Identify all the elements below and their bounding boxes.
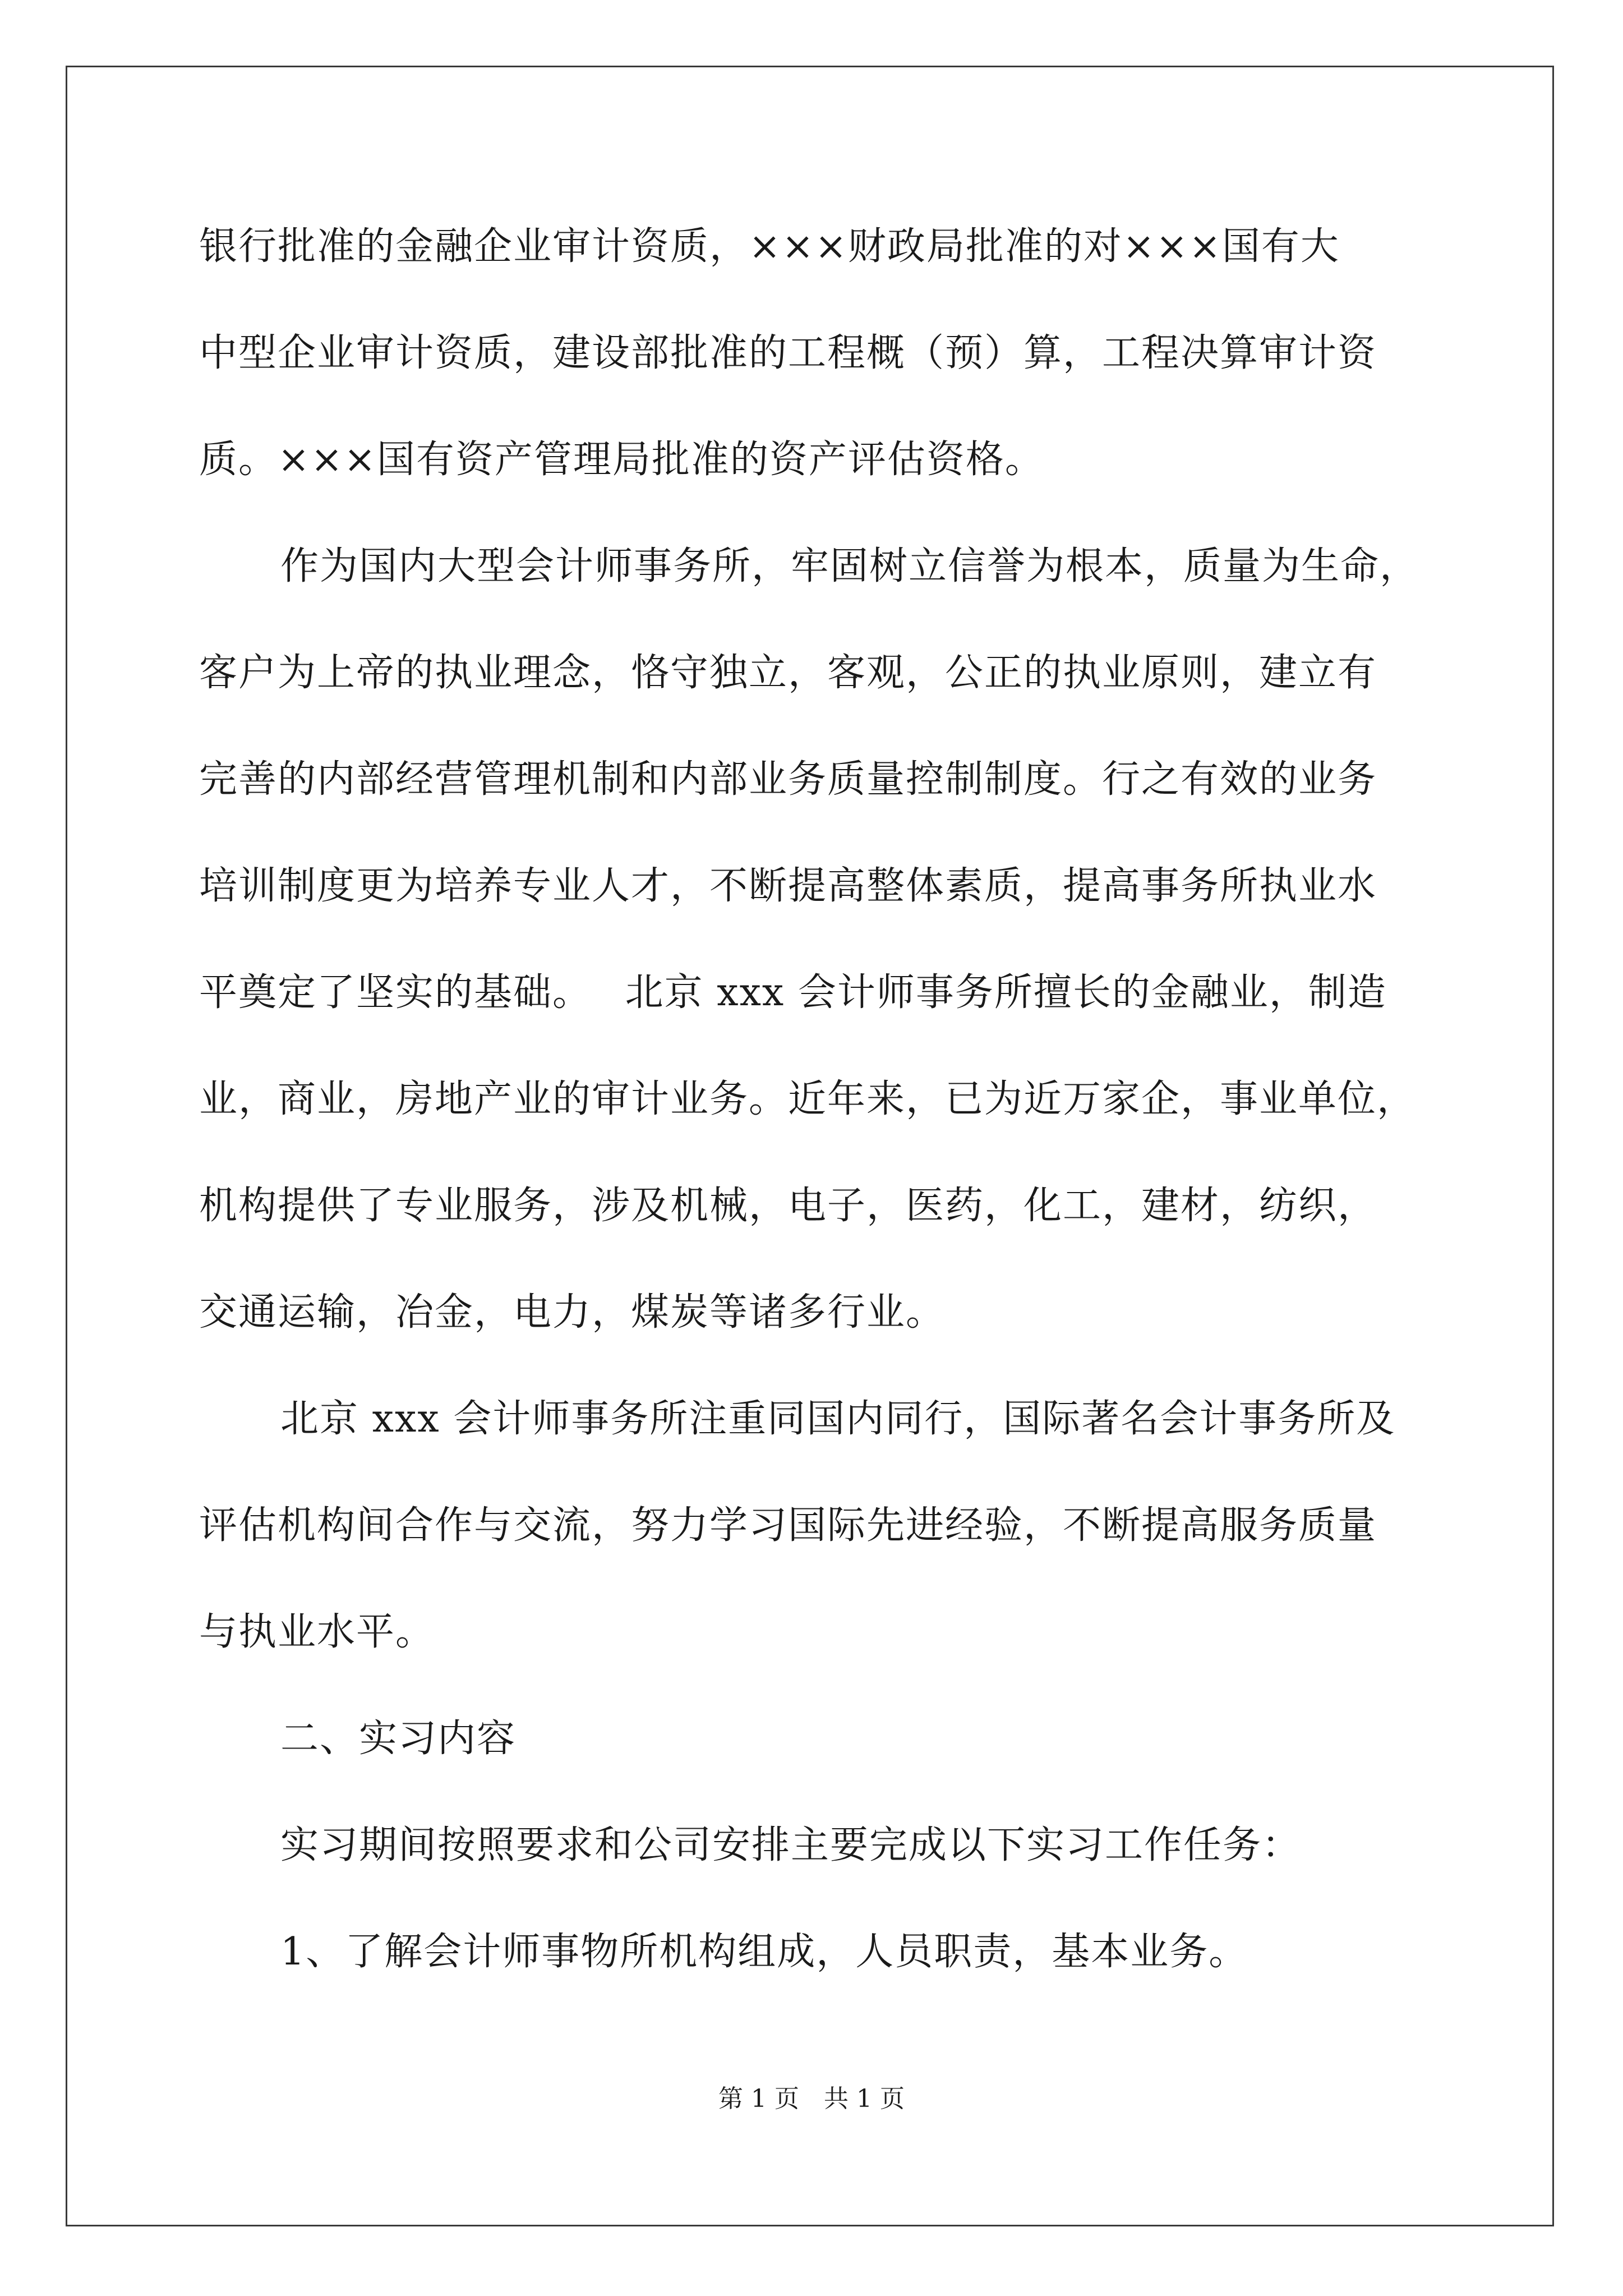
text-line: 银行批准的金融企业审计资质，×××财政局批准的对×××国有大 — [199, 224, 1340, 269]
text-line: 与执业水平。 — [199, 1610, 435, 1654]
page-number: 第 1 页 共 1 页 — [718, 2085, 905, 2113]
text-line: 平奠定了坚实的基础。 北京 xxx 会计师事务所擅长的金融业，制造 — [199, 970, 1387, 1015]
text-line: 完善的内部经营管理机制和内部业务质量控制制度。行之有效的业务 — [199, 757, 1377, 802]
page-border — [66, 66, 1554, 2226]
text-line: 质。×××国有资产管理局批准的资产评估资格。 — [199, 438, 1044, 482]
section-heading: 二、实习内容 — [280, 1717, 517, 1761]
text-line: 实习期间按照要求和公司安排主要完成以下实习工作任务： — [280, 1823, 1302, 1867]
text-line: 北京 xxx 会计师事务所注重同国内同行，国际著名会计事务所及 — [280, 1397, 1396, 1441]
list-item: 1、了解会计师事物所机构组成，人员职责，基本业务。 — [280, 1930, 1248, 1974]
text-line: 客户为上帝的执业理念，恪守独立，客观，公正的执业原则，建立有 — [199, 651, 1377, 695]
text-line: 培训制度更为培养专业人才，不断提高整体素质，提高事务所执业水 — [199, 864, 1377, 908]
text-line: 机构提供了专业服务，涉及机械，电子，医药，化工，建材，纺织， — [199, 1184, 1377, 1228]
text-line: 评估机构间合作与交流，努力学习国际先进经验，不断提高服务质量 — [199, 1503, 1377, 1548]
text-line: 业，商业，房地产业的审计业务。近年来，已为近万家企，事业单位， — [199, 1077, 1417, 1121]
text-line: 作为国内大型会计师事务所，牢固树立信誉为根本，质量为生命， — [280, 544, 1419, 588]
text-line: 中型企业审计资质，建设部批准的工程概（预）算，工程决算审计资 — [199, 331, 1377, 375]
text-line: 交通运输，冶金，电力，煤炭等诸多行业。 — [199, 1290, 946, 1335]
